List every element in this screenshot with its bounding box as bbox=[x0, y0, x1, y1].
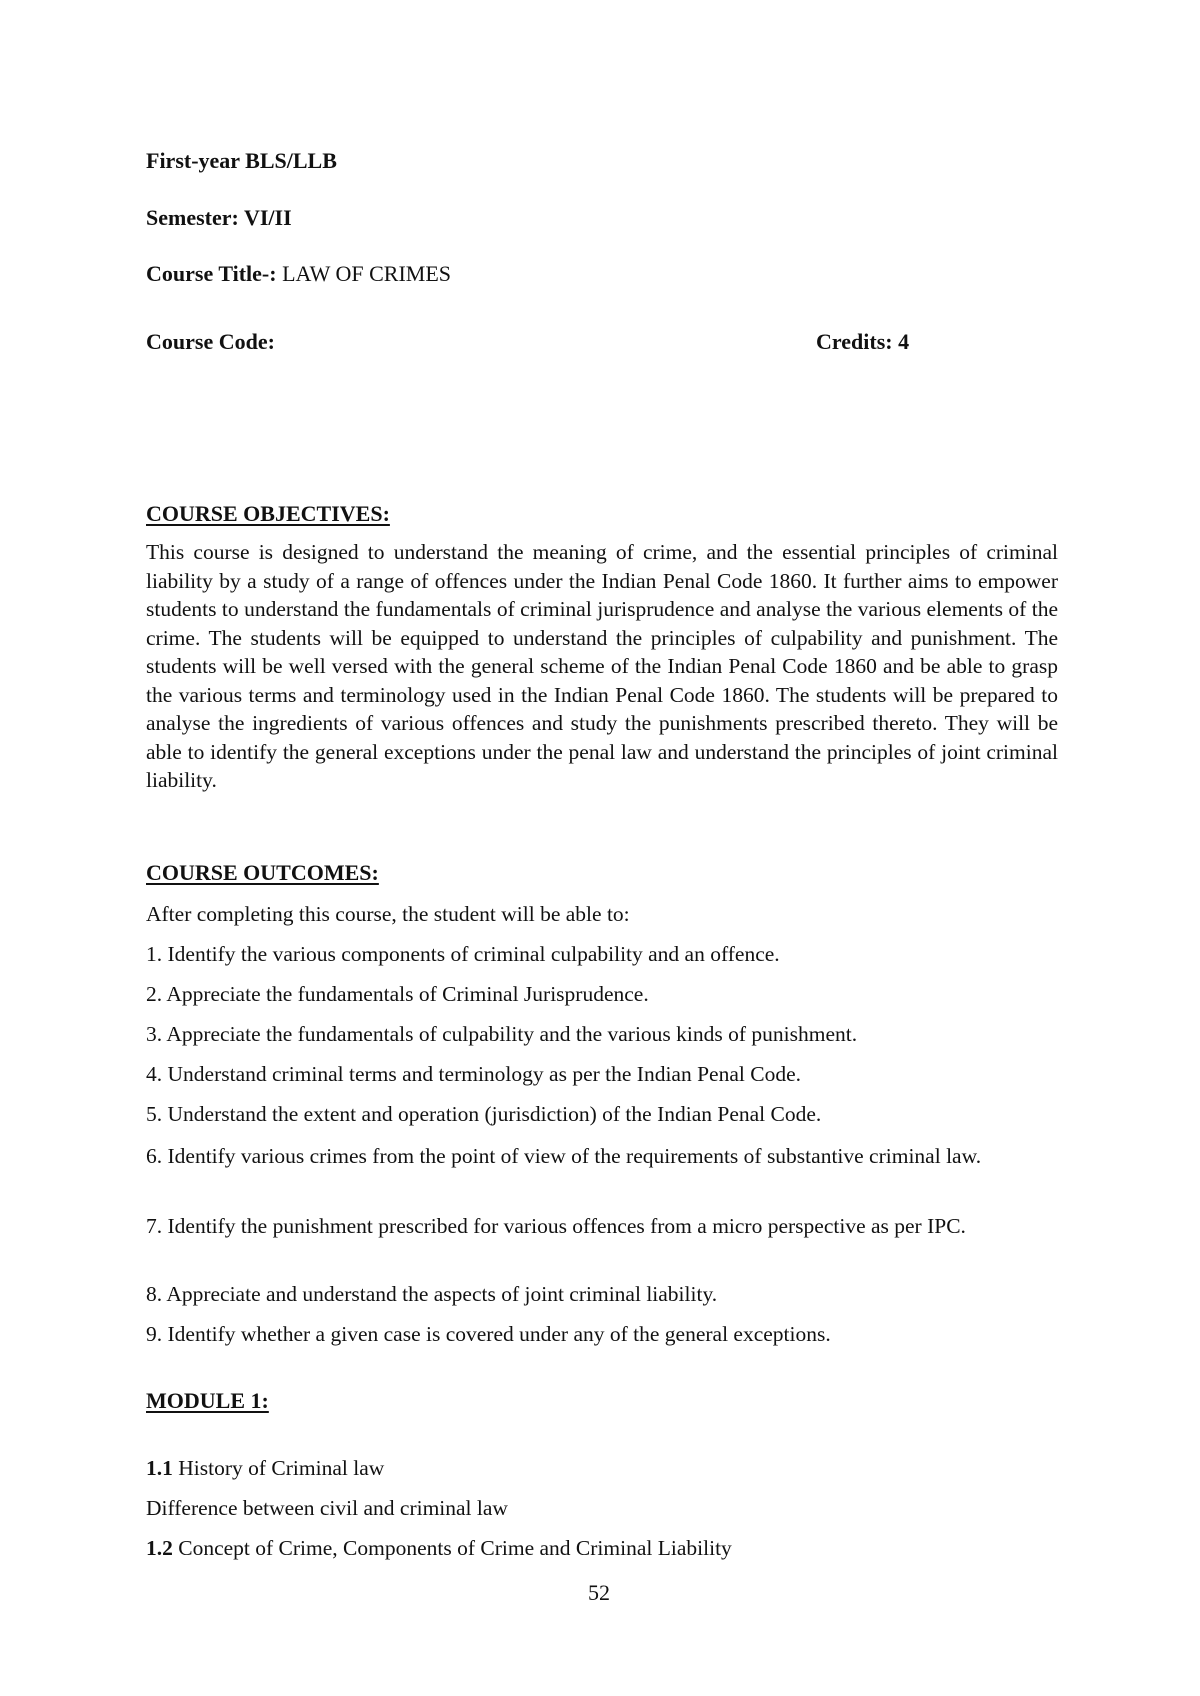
page-number: 52 bbox=[588, 1580, 610, 1605]
semester-line bbox=[146, 205, 292, 231]
objectives-paragraph: This course is designed to understand the meaning of crime, and the essential principles of criminal liability by a study of a range of offences under the Indian Penal Code 1860. It further aims to empower students to understand the fundamentals of criminal jurisprudence and analyse the various elements of the crime. The students will be equipped to understand the principles of culpability and punishment. The students will be well versed with the general scheme of the Indian Penal Code 1860 and be able to grasp the various terms and terminology used in the Indian Penal Code 1860. The students will be prepared to analyse the ingredients of various offences and study the punishments prescribed thereto. They will be able to identify the general exceptions under the penal law and understand the principles of joint criminal liability. bbox=[146, 540, 1058, 792]
module1-heading: MODULE 1: bbox=[146, 1388, 269, 1413]
course-title-line bbox=[146, 261, 451, 287]
module-item-number: 1.2 bbox=[146, 1536, 173, 1560]
course-title-value: LAW OF CRIMES bbox=[282, 261, 452, 286]
outcome-item: 2. Appreciate the fundamentals of Criminal Jurisprudence. bbox=[146, 982, 649, 1006]
outcome-item: 8. Appreciate and understand the aspects of joint criminal liability. bbox=[146, 1282, 718, 1306]
module-item bbox=[146, 1456, 384, 1481]
module-item-number: 1.1 bbox=[146, 1456, 173, 1480]
outcome-item: 5. Understand the extent and operation (jurisdiction) of the Indian Penal Code. bbox=[146, 1102, 822, 1126]
objectives-heading: COURSE OBJECTIVES: bbox=[146, 501, 390, 526]
course-code-label: Course Code: bbox=[146, 329, 275, 354]
outcomes-heading: COURSE OUTCOMES: bbox=[146, 860, 379, 885]
semester-label: Semester: bbox=[146, 205, 239, 230]
credits-label: Credits: 4 bbox=[816, 329, 910, 354]
semester-value: VI/II bbox=[243, 205, 292, 230]
outcome-item: 7. Identify the punishment prescribed for various offences from a micro perspective as per IPC. bbox=[146, 1214, 966, 1238]
module-item bbox=[146, 1496, 508, 1521]
outcomes-intro: After completing this course, the student will be able to: bbox=[146, 902, 630, 926]
program-label: First-year BLS/LLB bbox=[146, 148, 337, 173]
module-item-text: History of Criminal law bbox=[172, 1456, 385, 1480]
outcome-item: 4. Understand criminal terms and terminology as per the Indian Penal Code. bbox=[146, 1062, 801, 1086]
outcome-item: 6. Identify various crimes from the point of view of the requirements of substantive criminal law. bbox=[146, 1144, 982, 1168]
course-title-label: Course Title-: bbox=[146, 261, 277, 286]
module-item-text: Difference between civil and criminal law bbox=[146, 1496, 508, 1520]
outcome-item: 1. Identify the various components of criminal culpability and an offence. bbox=[146, 942, 780, 966]
outcome-item: 9. Identify whether a given case is covered under any of the general exceptions. bbox=[146, 1322, 831, 1346]
module-item bbox=[146, 1536, 732, 1561]
module-item-text: Concept of Crime, Components of Crime and Criminal Liability bbox=[172, 1536, 732, 1560]
outcome-item: 3. Appreciate the fundamentals of culpability and the various kinds of punishment. bbox=[146, 1022, 858, 1046]
